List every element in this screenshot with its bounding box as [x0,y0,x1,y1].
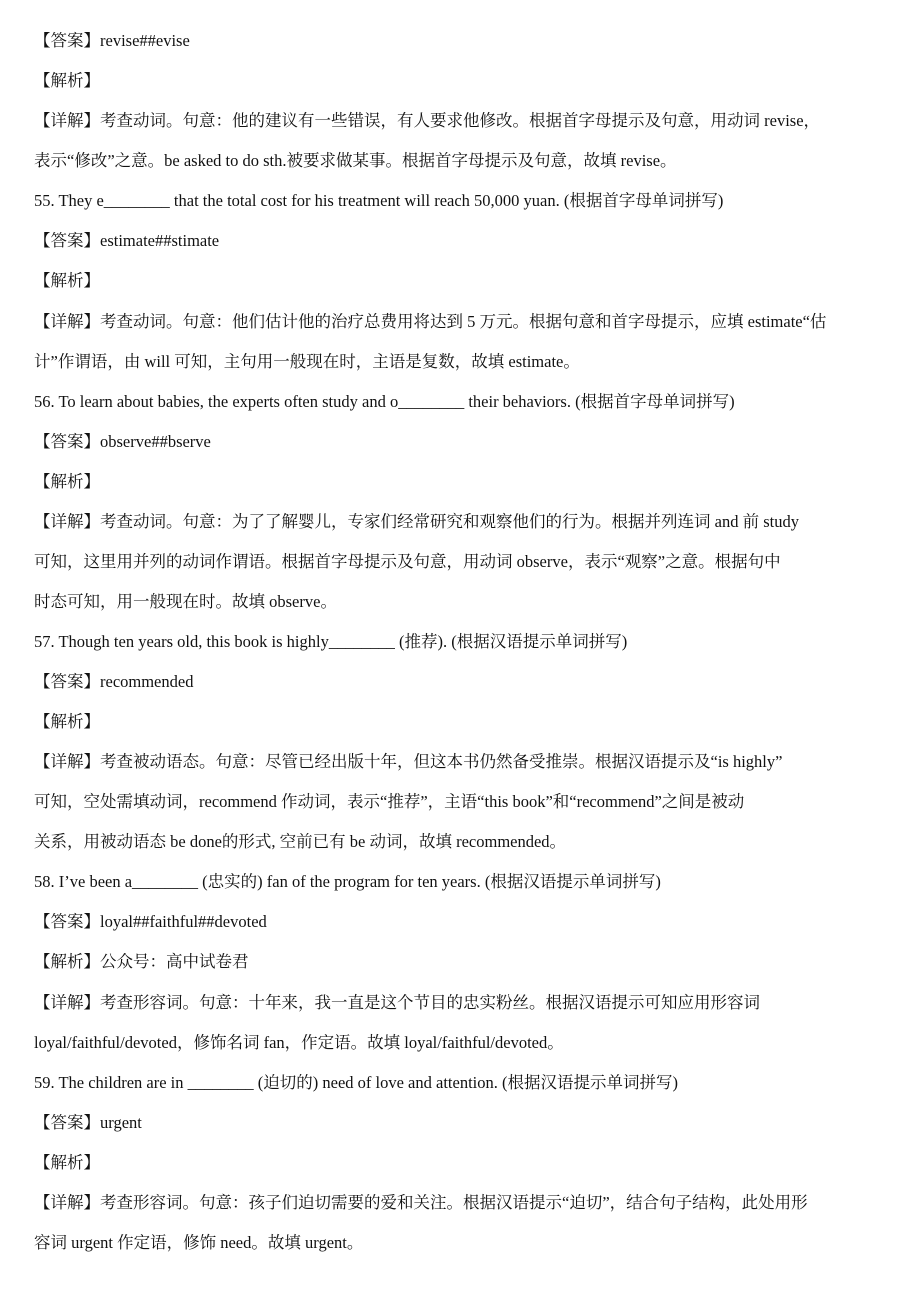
detail-line: 【详解】考查动词。句意：他的建议有一些错误，有人要求他修改。根据首字母提示及句意，用动词 revise， [34,111,821,130]
detail-line: 关系，用被动语态 be done的形式, 空前已有 be 动词，故填 recommended。 [34,832,567,851]
detail-line: 【详解】考查形容词。句意：十年来，我一直是这个节目的忠实粉丝。根据汉语提示可知应用形容词 [34,993,760,1012]
answer-line: 【答案】revise##evise [34,31,190,50]
detail-line: 【详解】考查形容词。句意：孩子们迫切需要的爱和关注。根据汉语提示“迫切”，结合句子结构，此处用形 [34,1193,808,1212]
detail-line: 【详解】考查动词。句意：他们估计他的治疗总费用将达到 5 万元。根据句意和首字母提示，应填 estimate“估 [34,312,827,331]
analysis-line: 【解析】 [34,1153,100,1172]
question-59: 59. The children are in ________ (迫切的) need of love and attention. (根据汉语提示单词拼写) [34,1073,678,1092]
answer-line: 【答案】observe##bserve [34,432,211,451]
analysis-line: 【解析】公众号：高中试卷君 [34,952,249,971]
detail-line: 可知，这里用并列的动词作谓语。根据首字母提示及句意，用动词 observe，表示“观察”之意。根据句中 [34,552,781,571]
analysis-line: 【解析】 [34,472,100,491]
answer-line: 【答案】estimate##stimate [34,231,220,250]
detail-line: 计”作谓语，由 will 可知，主句用一般现在时，主语是复数，故填 estimate。 [34,352,580,371]
detail-line: 【详解】考查动词。句意：为了了解婴儿，专家们经常研究和观察他们的行为。根据并列连词 and 前 study [34,512,799,531]
detail-line: 可知，空处需填动词，recommend 作动词，表示“推荐”，主语“this book”和“recommend”之间是被动 [34,792,745,811]
answer-line: 【答案】loyal##faithful##devoted [34,912,267,931]
analysis-line: 【解析】 [34,271,100,290]
answer-line: 【答案】recommended [34,672,194,691]
answer-line: 【答案】urgent [34,1113,142,1132]
detail-line: 容词 urgent 作定语，修饰 need。故填 urgent。 [34,1233,364,1252]
detail-line: 时态可知，用一般现在时。故填 observe。 [34,592,337,611]
question-56: 56. To learn about babies, the experts often study and o________ their behaviors. (根据首字母单词拼写) [34,392,735,411]
question-57: 57. Though ten years old, this book is highly________ (推荐). (根据汉语提示单词拼写) [34,632,628,651]
detail-line: 【详解】考查被动语态。句意：尽管已经出版十年，但这本书仍然备受推崇。根据汉语提示及“is highly” [34,752,783,771]
question-58: 58. I’ve been a________ (忠实的) fan of the program for ten years. (根据汉语提示单词拼写) [34,872,661,891]
analysis-line: 【解析】 [34,71,100,90]
detail-line: loyal/faithful/devoted，修饰名词 fan，作定语。故填 loyal/faithful/devoted。 [34,1033,564,1052]
analysis-line: 【解析】 [34,712,100,731]
question-55: 55. They e________ that the total cost for his treatment will reach 50,000 yuan. (根据首字母单词拼写) [34,191,724,210]
detail-line: 表示“修改”之意。be asked to do sth.被要求做某事。根据首字母提示及句意，故填 revise。 [34,151,677,170]
